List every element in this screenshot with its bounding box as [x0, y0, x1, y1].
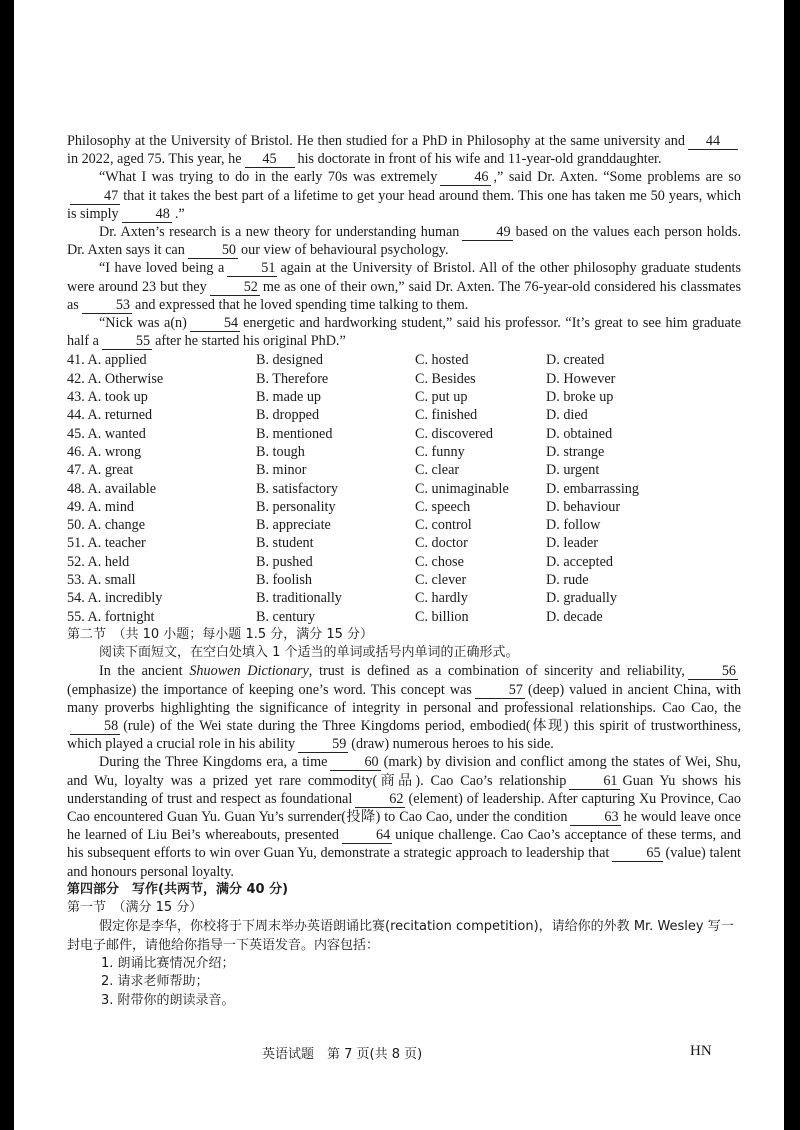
option-b: B. satisfactory	[256, 480, 338, 497]
option-d: D. gradually	[546, 590, 617, 607]
prompt-item: 2. 请求老师帮助；	[101, 974, 209, 990]
option-b: B. student	[256, 535, 314, 552]
section-instruction: 阅读下面短文，在空白处填入 1 个适当的单词或括号内单词的正确形式。	[99, 645, 519, 661]
blank-56[interactable]: 56	[688, 664, 738, 680]
text: unique challenge. Cao Cao’s acceptance of these terms, and his subsequent efforts to win over Guan Yu, demonstrate a strategic approach to leadership that	[67, 827, 741, 862]
option-row	[67, 480, 741, 498]
prompt-item: 3. 附带你的朗读录音。	[101, 992, 235, 1008]
option-c: C. put up	[415, 389, 468, 406]
option-b: B. dropped	[256, 407, 320, 424]
section-heading: 第二节 （共 10 小题；每小题 1.5 分，满分 15 分）	[67, 626, 374, 642]
option-a: 43. A. took up	[67, 389, 148, 406]
option-a: 52. A. held	[67, 553, 130, 570]
blank-64[interactable]: 64	[342, 828, 392, 844]
text: university and	[603, 133, 685, 149]
blank-52[interactable]: 52	[210, 280, 260, 296]
prompt-item: 1. 朗诵比赛情况介绍；	[101, 956, 235, 972]
blank-61[interactable]: 61	[569, 774, 619, 790]
writing-prompt: 假定你是李华，你校将于下周末举办英语朗诵比赛(recitation competition)，请给你的外教 Mr. Wesley 写一封电子邮件，请他给你指导一下英语发音。内容包括：	[67, 919, 734, 954]
option-row	[67, 589, 741, 607]
text: , trust is defined as a combination of sincerity and reliability,	[308, 663, 685, 680]
options-table	[67, 351, 741, 625]
option-d: D. urgent	[546, 462, 600, 479]
passage-paragraph	[67, 168, 741, 223]
blank-48[interactable]: 48	[122, 207, 172, 223]
option-c: C. control	[415, 517, 472, 534]
option-row	[67, 425, 741, 443]
text: ,” said Dr. Axten. “Some problems are so	[493, 169, 742, 186]
option-c: C. billion	[415, 608, 469, 625]
text: his doctorate in front of his wife and 11-year-old granddaughter.	[297, 151, 662, 168]
option-b: B. designed	[256, 352, 323, 369]
blank-53[interactable]: 53	[82, 298, 132, 314]
option-a: 48. A. available	[67, 480, 157, 497]
blank-50[interactable]: 50	[188, 243, 238, 259]
passage-paragraph	[67, 662, 741, 753]
blank-59[interactable]: 59	[298, 737, 348, 753]
option-d: D. rude	[546, 572, 589, 589]
option-a: 54. A. incredibly	[67, 590, 163, 607]
option-b: B. personality	[256, 498, 336, 515]
text: (mark) by division and conflict among the states of Wei, Shu, and Wu, loyalty was a prized yet rare commodity(商品). Cao Cao’s relationship	[67, 754, 741, 789]
option-c: C. hardly	[415, 590, 468, 607]
option-b: B. foolish	[256, 572, 312, 589]
text: our view of behavioural psychology.	[241, 242, 449, 259]
blank-57[interactable]: 57	[475, 683, 525, 699]
option-a: 41. A. applied	[67, 352, 147, 369]
text: Philosophy at the University of Bristol. He then studied for a PhD in Philosophy at the same	[67, 133, 600, 149]
blank-47[interactable]: 47	[70, 189, 120, 205]
text: During the Three Kingdoms era, a time	[99, 754, 328, 771]
option-c: C. doctor	[415, 535, 468, 552]
option-d: D. accepted	[546, 553, 613, 570]
region-code: HN	[690, 1043, 712, 1059]
option-d: D. follow	[546, 517, 601, 534]
text: In the ancient	[99, 663, 183, 680]
blank-44[interactable]: 44	[688, 134, 738, 150]
option-b: B. made up	[256, 389, 322, 406]
option-c: C. Besides	[415, 370, 476, 387]
blank-54[interactable]: 54	[190, 316, 240, 332]
option-c: C. chose	[415, 553, 464, 570]
option-c: C. finished	[415, 407, 478, 424]
option-a: 45. A. wanted	[67, 425, 146, 442]
option-a: 55. A. fortnight	[67, 608, 155, 625]
option-row	[67, 516, 741, 534]
text: (value) talent and honours personal loyalty.	[67, 845, 741, 880]
text: he would leave once he learned of Liu Bei’s whereabouts, presented	[67, 808, 741, 844]
text: based on the values each person holds. Dr. Axten says it can	[67, 224, 741, 259]
blank-49[interactable]: 49	[462, 225, 512, 241]
section-subheading: 第一节 （满分 15 分）	[67, 899, 203, 915]
option-d: D. died	[546, 407, 588, 424]
option-b: B. pushed	[256, 553, 313, 570]
option-d: D. However	[546, 370, 616, 387]
option-a: 53. A. small	[67, 572, 136, 589]
option-b: B. century	[256, 608, 316, 625]
text: “What I was trying to do in the early 70s was extremely	[99, 169, 438, 186]
text: that it takes the best part of a lifetime to get your head around them. This one has taken me 50 years, which is simply	[67, 187, 741, 222]
option-row	[67, 351, 741, 369]
passage-paragraph	[67, 753, 741, 880]
blank-46[interactable]: 46	[440, 170, 490, 186]
text: “I have loved being a	[99, 260, 225, 277]
text: me as one of their own,” said Dr. Axten. The 76-year-old considered his classmates as	[67, 278, 741, 313]
option-a: 46. A. wrong	[67, 443, 142, 460]
option-b: B. minor	[256, 462, 307, 479]
blank-55[interactable]: 55	[102, 334, 152, 350]
passage-paragraph	[67, 314, 741, 350]
option-b: B. Therefore	[256, 370, 329, 387]
text: (draw) numerous heroes to his side.	[351, 736, 554, 753]
option-d: D. created	[546, 352, 605, 369]
option-d: D. leader	[546, 535, 598, 552]
option-a: 44. A. returned	[67, 407, 153, 424]
blank-58[interactable]: 58	[70, 719, 120, 735]
option-row	[67, 388, 741, 406]
option-a: 50. A. change	[67, 517, 146, 534]
text: .”	[174, 205, 185, 222]
option-b: B. mentioned	[256, 425, 333, 442]
option-c: C. speech	[415, 498, 471, 515]
option-row	[67, 498, 741, 516]
option-c: C. funny	[415, 443, 465, 460]
blank-51[interactable]: 51	[227, 261, 277, 277]
text: again at the University of Bristol. All of the other philosophy graduate students were around 23 but they	[67, 260, 741, 295]
option-d: D. behaviour	[546, 498, 621, 515]
text: (element) of leadership. After capturing Xu Province, Cao Cao encountered Guan Yu. Guan Yu’s surrender(投降) to Cao Cao, under the condition	[67, 790, 742, 825]
option-c: C. hosted	[415, 352, 469, 369]
text: “Nick was a(n)	[99, 315, 187, 332]
passage-paragraph	[67, 259, 741, 314]
text: (deep) valued in ancient China, with many proverbs highlighting the significance of integrity in personal and professional relationships. Cao Cao, the	[67, 681, 741, 716]
text: energetic and hardworking student,” said his professor. “It’s great to see him graduate half a	[67, 315, 741, 350]
page-number: 英语试题 第 7 页(共 8 页)	[262, 1047, 423, 1062]
option-d: D. broke up	[546, 389, 614, 406]
text: and expressed that he loved spending time talking to them.	[135, 296, 469, 313]
blank-60[interactable]: 60	[330, 755, 380, 771]
option-row	[67, 370, 741, 388]
text: in 2022, aged 75. This year, he	[67, 151, 242, 168]
option-a: 51. A. teacher	[67, 535, 146, 552]
blank-65[interactable]: 65	[612, 846, 662, 862]
option-c: C. clever	[415, 572, 467, 589]
option-d: D. decade	[546, 608, 603, 625]
option-d: D. embarrassing	[546, 480, 639, 497]
option-a: 47. A. great	[67, 462, 134, 479]
blank-45[interactable]: 45	[245, 152, 295, 168]
exam-content	[67, 132, 741, 1010]
option-c: C. unimaginable	[415, 480, 509, 497]
part-heading: 第四部分 写作(共两节，满分 40 分)	[67, 881, 289, 897]
option-d: D. obtained	[546, 425, 613, 442]
option-c: C. clear	[415, 462, 460, 479]
option-b: B. traditionally	[256, 590, 342, 607]
option-row	[67, 461, 741, 479]
option-a: 49. A. mind	[67, 498, 135, 515]
option-row	[67, 608, 741, 626]
passage-paragraph	[67, 132, 741, 168]
text: (emphasize) the importance of keeping one’s word. This concept was	[67, 681, 472, 698]
option-d: D. strange	[546, 443, 605, 460]
text: Guan Yu shows his understanding of trust and respect as foundational	[67, 772, 741, 807]
option-row	[67, 553, 741, 571]
text: Dr. Axten’s research is a new theory for understanding human	[99, 224, 460, 241]
passage-paragraph	[67, 223, 741, 259]
option-b: B. tough	[256, 443, 305, 460]
text: (rule) of the Wei state during the Three Kingdoms period, embodied(体现) this spirit of trustworthiness, which played a crucial role in his ability	[67, 717, 741, 753]
option-row	[67, 443, 741, 461]
text: after he started his original PhD.”	[155, 333, 346, 350]
option-c: C. discovered	[415, 425, 494, 442]
option-row	[67, 534, 741, 552]
blank-62[interactable]: 62	[355, 792, 405, 808]
option-row	[67, 406, 741, 424]
book-title: Shuowen Dictionary	[189, 663, 309, 680]
option-row	[67, 571, 741, 589]
option-b: B. appreciate	[256, 517, 331, 534]
option-a: 42. A. Otherwise	[67, 370, 164, 387]
blank-63[interactable]: 63	[570, 810, 620, 826]
